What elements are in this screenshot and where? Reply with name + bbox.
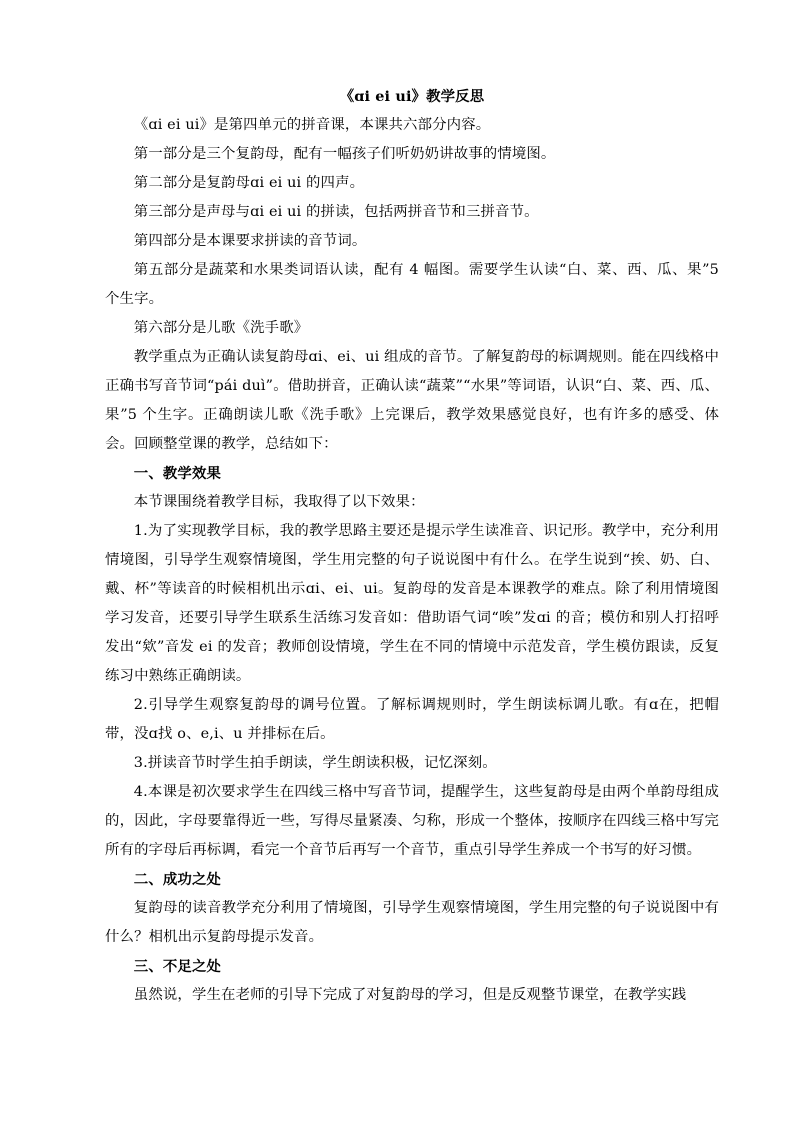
paragraph-effect-intro: 本节课围绕着教学目标，我取得了以下效果： bbox=[133, 494, 425, 510]
paragraph-effect-3: 3.拼读音节时学生拍手朗读，学生朗读积极，记忆深刻。 bbox=[133, 755, 497, 771]
section-heading-teaching-effect: 一、教学效果 bbox=[133, 465, 222, 482]
paragraph-teaching-focus: 教学重点为正确认读复韵母ɑi、ei、ui 组成的音节。了解复韵母的标调规则。能在四线格中正确书写音节词“pái duì”。借助拼音，正确认读“蔬菜”“水果”等词语，认识“白、菜、西、瓜、果”5 个生字。正确朗读儿歌《洗手歌》上完课后，教学效果感觉良好，也有许多的感受、体会。回顾整堂课的教学，总结如下： bbox=[105, 349, 719, 452]
section-heading-success: 二、成功之处 bbox=[133, 871, 222, 888]
paragraph-part-1: 第一部分是三个复韵母，配有一幅孩子们听奶奶讲故事的情境图。 bbox=[133, 146, 556, 162]
document-title: 《ɑi ei ui》教学反思 bbox=[339, 88, 485, 105]
section-heading-shortcomings: 三、不足之处 bbox=[133, 958, 222, 975]
paragraph-shortcomings: 虽然说，学生在老师的引导下完成了对复韵母的学习，但是反观整节课堂，在教学实践 bbox=[133, 987, 687, 1003]
paragraph-effect-4: 4.本课是初次要求学生在四线三格中写音节词，提醒学生，这些复韵母是由两个单韵母组成的，因此，字母要靠得近一些，写得尽量紧凑、匀称，形成一个整体，按顺序在四线三格中写完所有的字母后再标调，看完一个音节后再写一个音节，重点引导学生养成一个书写的好习惯。 bbox=[105, 784, 719, 858]
paragraph-part-5: 第五部分是蔬菜和水果类词语认读，配有 4 幅图。需要学生认读“白、菜、西、瓜、果”5 个生字。 bbox=[105, 262, 719, 307]
paragraph-part-6: 第六部分是儿歌《洗手歌》 bbox=[133, 320, 309, 336]
paragraph-part-4: 第四部分是本课要求拼读的音节词。 bbox=[133, 233, 367, 249]
paragraph-effect-1: 1.为了实现教学目标，我的教学思路主要还是提示学生读准音、识记形。教学中，充分利用情境图，引导学生观察情境图，学生用完整的句子说说图中有什么。在学生说到“挨、奶、白、戴、杯”等读音的时候相机出示ɑi、ei、ui。复韵母的发音是本课教学的难点。除了利用情境图学习发音，还要引导学生联系生活练习发音如：借助语气词“唉”发ɑi 的音；模仿和别人打招呼发出“欸”音发 ei 的发音；教师创设情境，学生在不同的情境中示范发音，学生模仿跟读，反复练习中熟练正确朗读。 bbox=[105, 523, 719, 684]
paragraph-intro: 《ɑi ei ui》是第四单元的拼音课，本课共六部分内容。 bbox=[133, 117, 491, 133]
document-body bbox=[105, 82, 719, 1010]
paragraph-part-3: 第三部分是声母与ɑi ei ui 的拼读，包括两拼音节和三拼音节。 bbox=[133, 204, 539, 220]
paragraph-part-2: 第二部分是复韵母ɑi ei ui 的四声。 bbox=[133, 175, 365, 191]
paragraph-effect-2: 2.引导学生观察复韵母的调号位置。了解标调规则时，学生朗读标调儿歌。有ɑ在，把帽带，没ɑ找 o、e,i、u 并排标在后。 bbox=[105, 697, 719, 742]
paragraph-success: 复韵母的读音教学充分利用了情境图，引导学生观察情境图，学生用完整的句子说说图中有什么？相机出示复韵母提示发音。 bbox=[105, 900, 719, 945]
